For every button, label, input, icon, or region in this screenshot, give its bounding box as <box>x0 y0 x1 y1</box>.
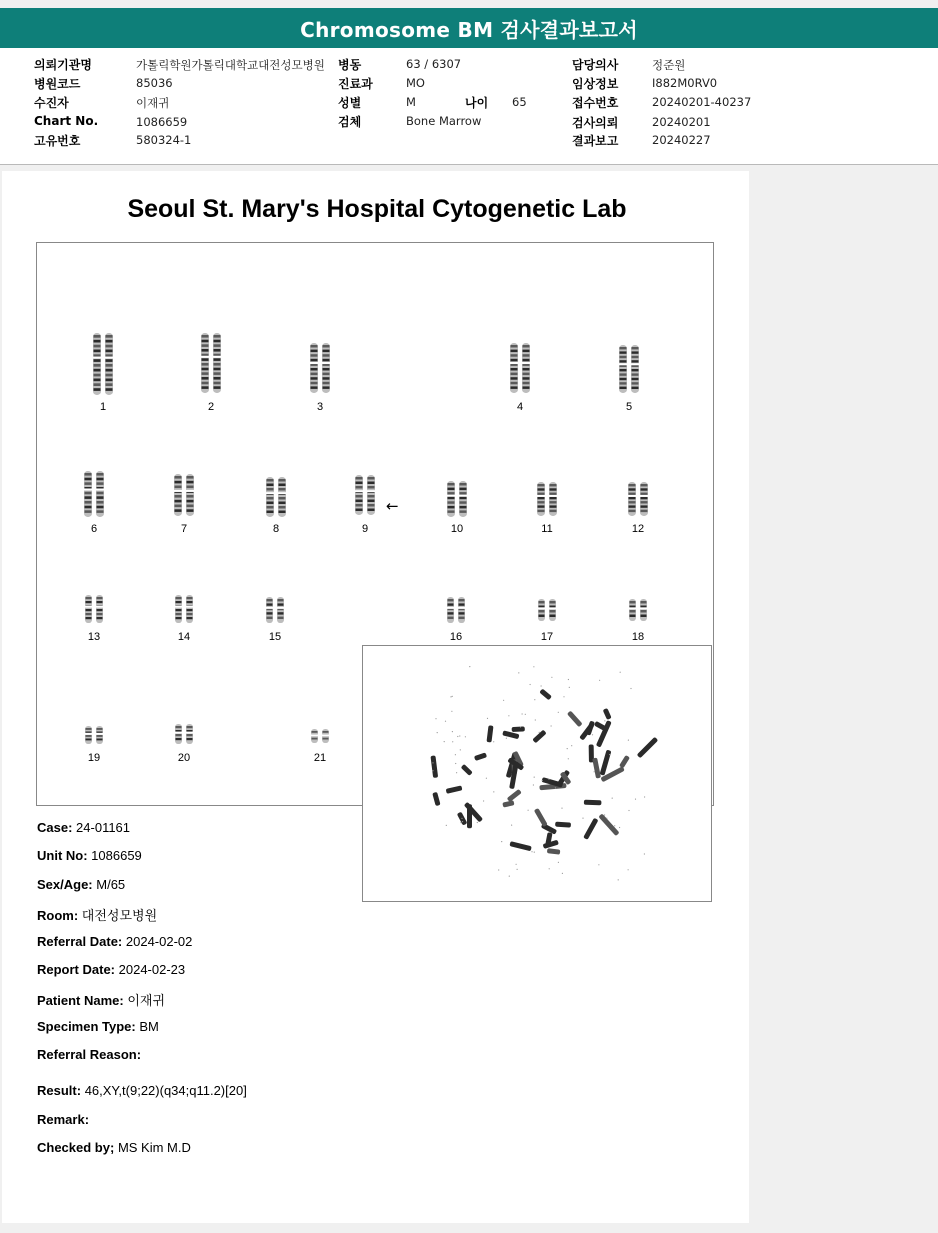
chromosome-label-3: 3 <box>316 401 324 413</box>
checked-label: Checked by; <box>37 1140 115 1155</box>
lab-title: Seoul St. Mary's Hospital Cytogenetic Lab <box>127 195 627 223</box>
metaphase-speck <box>609 754 610 755</box>
metaphase-speck <box>534 777 535 778</box>
report-date-row <box>37 962 185 977</box>
referral-reason-row <box>37 1047 141 1062</box>
chromosome-label-20: 20 <box>177 752 191 764</box>
chromosome-pair-drawing <box>290 341 350 395</box>
patient-name-value: 이재귀 <box>127 993 166 1008</box>
chromosome-pair-1 <box>73 331 133 413</box>
metaphase-speck <box>535 719 536 720</box>
metaphase-speck <box>533 784 534 785</box>
room-label: Room: <box>37 908 79 923</box>
case-label: Case: <box>37 820 73 835</box>
metaphase-speck <box>525 714 526 715</box>
metaphase-chromosome <box>594 721 606 731</box>
metaphase-speck <box>548 779 549 780</box>
specimen-label: 검체 <box>338 115 362 129</box>
metaphase-speck <box>561 808 562 809</box>
metaphase-chromosome <box>584 800 602 806</box>
metaphase-speck <box>541 685 542 686</box>
metaphase-speck <box>628 740 629 741</box>
metaphase-speck <box>455 754 456 755</box>
chromosome-pair-drawing <box>64 593 124 625</box>
metaphase-speck <box>635 799 636 800</box>
metaphase-speck <box>452 731 453 732</box>
doctor-value: 정준원 <box>652 58 686 72</box>
metaphase-speck <box>516 864 517 865</box>
metaphase-spread-drawing <box>363 646 711 901</box>
report-value: 20240227 <box>652 133 711 147</box>
age-label: 나이 <box>465 96 489 110</box>
chromosome-label-15: 15 <box>268 631 282 643</box>
chromosome-pair-drawing <box>426 595 486 625</box>
metaphase-chromosome <box>567 711 583 728</box>
chromosome-label-2: 2 <box>207 401 215 413</box>
metaphase-speck <box>461 818 462 819</box>
metaphase-speck <box>551 677 552 678</box>
chromosome-label-10: 10 <box>450 523 464 535</box>
clinical-info-label: 임상정보 <box>572 77 619 91</box>
chromosome-pair-drawing <box>245 595 305 625</box>
metaphase-chromosome <box>430 755 438 778</box>
chromosome-label-13: 13 <box>87 631 101 643</box>
chromosome-pair-drawing <box>64 724 124 746</box>
metaphase-speck <box>567 748 568 749</box>
hospital-code-value: 85036 <box>136 76 173 90</box>
metaphase-chromosome <box>637 737 659 759</box>
metaphase-chromosome <box>555 822 571 828</box>
metaphase-speck <box>558 712 559 713</box>
metaphase-speck <box>612 798 613 799</box>
chromosome-pair-15 <box>245 595 305 643</box>
metaphase-speck <box>456 772 457 773</box>
chart-label: Chart No. <box>34 114 99 128</box>
metaphase-speck <box>437 732 438 733</box>
metaphase-speck <box>465 736 466 737</box>
metaphase-chromosome <box>579 722 594 740</box>
metaphase-speck <box>644 796 645 797</box>
chromosome-pair-drawing <box>490 341 550 395</box>
metaphase-chromosome <box>474 752 487 761</box>
metaphase-speck <box>509 876 510 877</box>
metaphase-speck <box>542 780 543 781</box>
metaphase-speck <box>455 763 456 764</box>
age-value: 65 <box>512 95 527 109</box>
metaphase-speck <box>555 787 556 788</box>
chart-value: 1086659 <box>136 115 188 129</box>
case-value: 24-01161 <box>76 820 131 835</box>
ward-label: 병동 <box>338 58 362 72</box>
metaphase-chromosome <box>532 730 546 744</box>
metaphase-speck <box>568 758 569 759</box>
metaphase-speck <box>531 851 532 852</box>
patient-name-row <box>37 990 165 1009</box>
department-label: 진료과 <box>338 77 373 91</box>
chromosome-pair-17 <box>517 597 577 643</box>
metaphase-chromosome <box>600 750 612 776</box>
metaphase-speck <box>530 684 531 685</box>
room-value: 대전성모병원 <box>81 908 158 923</box>
metaphase-speck <box>563 696 564 697</box>
metaphase-speck <box>517 869 518 870</box>
metaphase-speck <box>618 879 619 880</box>
metaphase-speck <box>620 672 621 673</box>
chromosome-pair-19 <box>64 724 124 764</box>
metaphase-speck <box>452 741 453 742</box>
chromosome-label-7: 7 <box>180 523 188 535</box>
chromosome-pair-14 <box>154 593 214 643</box>
referral-date-row <box>37 934 192 949</box>
receipt-value: 20240201-40237 <box>652 95 752 109</box>
chromosome-label-5: 5 <box>625 401 633 413</box>
metaphase-speck <box>446 825 447 826</box>
chromosome-pair-drawing <box>154 593 214 625</box>
chromosome-pair-drawing <box>599 343 659 395</box>
metaphase-speck <box>569 687 570 688</box>
chromosome-pair-drawing <box>73 331 133 397</box>
chromosome-pair-drawing <box>517 597 577 623</box>
metaphase-speck <box>452 696 453 697</box>
chromosome-pair-20 <box>154 722 214 764</box>
unique-label: 고유번호 <box>34 134 81 148</box>
metaphase-chromosome <box>464 802 483 823</box>
patient-info-panel <box>0 48 938 165</box>
metaphase-speck <box>619 827 620 828</box>
metaphase-chromosome <box>583 818 598 840</box>
receipt-label: 접수번호 <box>572 96 619 110</box>
sex-value: M <box>406 95 416 109</box>
chromosome-label-12: 12 <box>631 523 645 535</box>
metaphase-speck <box>522 713 523 714</box>
metaphase-speck <box>582 818 583 819</box>
metaphase-speck <box>549 868 550 869</box>
chromosome-label-9: 9 <box>361 523 369 535</box>
metaphase-chromosome <box>502 800 514 807</box>
metaphase-speck <box>534 852 535 853</box>
hospital-code-label: 병원코드 <box>34 77 81 91</box>
metaphase-chromosome <box>507 789 522 802</box>
result-row <box>37 1083 247 1098</box>
metaphase-speck <box>435 718 436 719</box>
patient-label: 수진자 <box>34 96 69 110</box>
unit-row <box>37 848 142 863</box>
metaphase-chromosome <box>461 764 473 776</box>
chromosome-pair-21 <box>290 727 350 764</box>
metaphase-chromosome <box>539 688 552 700</box>
chromosome-pair-drawing <box>181 331 241 395</box>
chromosome-label-16: 16 <box>449 631 463 643</box>
chromosome-pair-5 <box>599 343 659 413</box>
chromosome-pair-2 <box>181 331 241 413</box>
chromosome-pair-3 <box>290 341 350 413</box>
chromosome-label-4: 4 <box>516 401 524 413</box>
doctor-label: 담당의사 <box>572 58 619 72</box>
clinical-info-value: I882M0RV0 <box>652 76 718 90</box>
metaphase-speck <box>594 771 595 772</box>
chromosome-pair-12 <box>608 480 668 535</box>
request-label: 검사의뢰 <box>572 116 619 130</box>
metaphase-speck <box>498 869 499 870</box>
chromosome-pair-drawing <box>154 722 214 746</box>
metaphase-speck <box>606 818 607 819</box>
chromosome-pair-10 <box>427 479 487 535</box>
chromosome-label-11: 11 <box>541 523 553 535</box>
metaphase-speck <box>518 672 519 673</box>
chromosome-label-14: 14 <box>177 631 191 643</box>
metaphase-speck <box>486 778 487 779</box>
referral-reason-label: Referral Reason: <box>37 1047 142 1062</box>
unique-value: 580324-1 <box>136 133 192 147</box>
chromosome-label-6: 6 <box>90 523 98 535</box>
metaphase-speck <box>444 741 445 742</box>
metaphase-speck <box>644 853 645 854</box>
metaphase-speck <box>493 741 494 742</box>
metaphase-speck <box>460 749 461 750</box>
metaphase-speck <box>503 700 504 701</box>
metaphase-speck <box>508 715 509 716</box>
report-date-label: Report Date: <box>37 962 116 977</box>
institution-value: 가톨릭학원가톨릭대학교대전성모병원 <box>136 58 325 72</box>
metaphase-chromosome <box>432 792 440 806</box>
chromosome-pair-16 <box>426 595 486 643</box>
metaphase-chromosome <box>592 758 601 779</box>
specimen-value: Bone Marrow <box>406 114 482 128</box>
checked-value: MS Kim M.D <box>117 1140 191 1155</box>
metaphase-speck <box>445 721 446 722</box>
metaphase-speck <box>459 735 460 736</box>
patient-name-label: Patient Name: <box>37 993 124 1008</box>
metaphase-chromosome <box>446 785 463 793</box>
room-row <box>37 905 157 924</box>
metaphase-speck <box>598 864 599 865</box>
metaphase-speck <box>562 873 563 874</box>
patient-value: 이재귀 <box>136 96 170 110</box>
metaphase-speck <box>483 800 484 801</box>
metaphase-speck <box>487 718 488 719</box>
institution-label: 의뢰기관명 <box>34 58 92 72</box>
chromosome-pair-8 <box>246 475 306 535</box>
metaphase-speck <box>511 825 512 826</box>
chromosome-pair-6 <box>64 469 124 535</box>
metaphase-spread-image <box>362 645 712 902</box>
metaphase-speck <box>528 810 529 811</box>
chromosome-label-18: 18 <box>631 631 645 643</box>
remark-row <box>37 1112 89 1127</box>
ward-value: 63 / 6307 <box>406 57 462 71</box>
metaphase-speck <box>614 825 615 826</box>
chromosome-label-21: 21 <box>313 752 327 764</box>
result-value: 46,XY,t(9;22)(q34;q11.2)[20] <box>84 1083 247 1098</box>
metaphase-speck <box>477 822 478 823</box>
report-label: 결과보고 <box>572 134 619 148</box>
chromosome-pair-11 <box>517 480 577 535</box>
checked-row <box>37 1140 191 1155</box>
metaphase-speck <box>551 725 552 726</box>
report-title-bar <box>0 8 938 48</box>
metaphase-speck <box>604 720 605 721</box>
metaphase-speck <box>630 688 631 689</box>
chromosome-pair-7 <box>154 472 214 535</box>
metaphase-speck <box>533 666 534 667</box>
specimen-type-value: BM <box>139 1019 159 1034</box>
sex-label: 성별 <box>338 96 362 110</box>
metaphase-speck <box>432 770 433 771</box>
metaphase-chromosome <box>619 755 630 769</box>
department-value: MO <box>406 76 425 90</box>
chromosome-pair-drawing <box>608 597 668 623</box>
metaphase-speck <box>469 666 470 667</box>
metaphase-speck <box>460 822 461 823</box>
metaphase-speck <box>604 814 605 815</box>
metaphase-speck <box>457 736 458 737</box>
metaphase-chromosome <box>486 725 493 742</box>
chromosome-label-19: 19 <box>87 752 101 764</box>
report-title: Chromosome BM 검사결과보고서 <box>300 17 638 42</box>
specimen-type-label: Specimen Type: <box>37 1019 136 1034</box>
referral-date-value: 2024-02-02 <box>125 934 193 949</box>
chromosome-pair-18 <box>608 597 668 643</box>
report-date-value: 2024-02-23 <box>118 962 186 977</box>
metaphase-chromosome <box>598 813 619 836</box>
metaphase-speck <box>599 680 600 681</box>
chromosome-pair-drawing <box>517 480 577 518</box>
chromosome-pair-drawing <box>64 469 124 519</box>
sexage-label: Sex/Age: <box>37 877 93 892</box>
metaphase-speck <box>539 732 540 733</box>
chromosome-pair-13 <box>64 593 124 643</box>
metaphase-speck <box>450 696 451 697</box>
metaphase-speck <box>568 679 569 680</box>
arrow-chr9-icon: ← <box>386 497 399 515</box>
result-label: Result: <box>37 1083 82 1098</box>
unit-label: Unit No: <box>37 848 88 863</box>
metaphase-speck <box>534 699 535 700</box>
chromosome-pair-drawing <box>154 472 214 518</box>
chromosome-label-8: 8 <box>272 523 280 535</box>
specimen-type-row <box>37 1019 159 1034</box>
metaphase-chromosome <box>603 708 612 720</box>
metaphase-chromosome <box>534 808 548 827</box>
metaphase-chromosome <box>547 848 561 855</box>
chromosome-pair-4 <box>490 341 550 413</box>
metaphase-speck <box>628 810 629 811</box>
chromosome-label-17: 17 <box>540 631 554 643</box>
sexage-value: M/65 <box>96 877 126 892</box>
metaphase-speck <box>571 745 572 746</box>
metaphase-speck <box>501 841 502 842</box>
chromosome-pair-drawing <box>246 475 306 519</box>
metaphase-chromosome <box>512 726 525 732</box>
metaphase-speck <box>506 738 507 739</box>
chromosome-pair-drawing <box>608 480 668 518</box>
metaphase-speck <box>462 821 463 822</box>
unit-value: 1086659 <box>91 848 142 863</box>
case-row <box>37 820 130 835</box>
metaphase-speck <box>628 869 629 870</box>
metaphase-speck <box>432 762 433 763</box>
sexage-row <box>37 877 125 892</box>
metaphase-speck <box>451 711 452 712</box>
metaphase-chromosome <box>509 841 531 851</box>
metaphase-speck <box>493 791 494 792</box>
metaphase-speck <box>520 726 521 727</box>
chromosome-label-1: 1 <box>99 401 107 413</box>
metaphase-chromosome <box>467 804 472 828</box>
referral-date-label: Referral Date: <box>37 934 123 949</box>
request-value: 20240201 <box>652 115 711 129</box>
chromosome-pair-drawing <box>427 479 487 519</box>
chromosome-pair-drawing <box>290 727 350 745</box>
metaphase-speck <box>558 862 559 863</box>
metaphase-speck <box>592 734 593 735</box>
remark-label: Remark: <box>37 1112 90 1127</box>
